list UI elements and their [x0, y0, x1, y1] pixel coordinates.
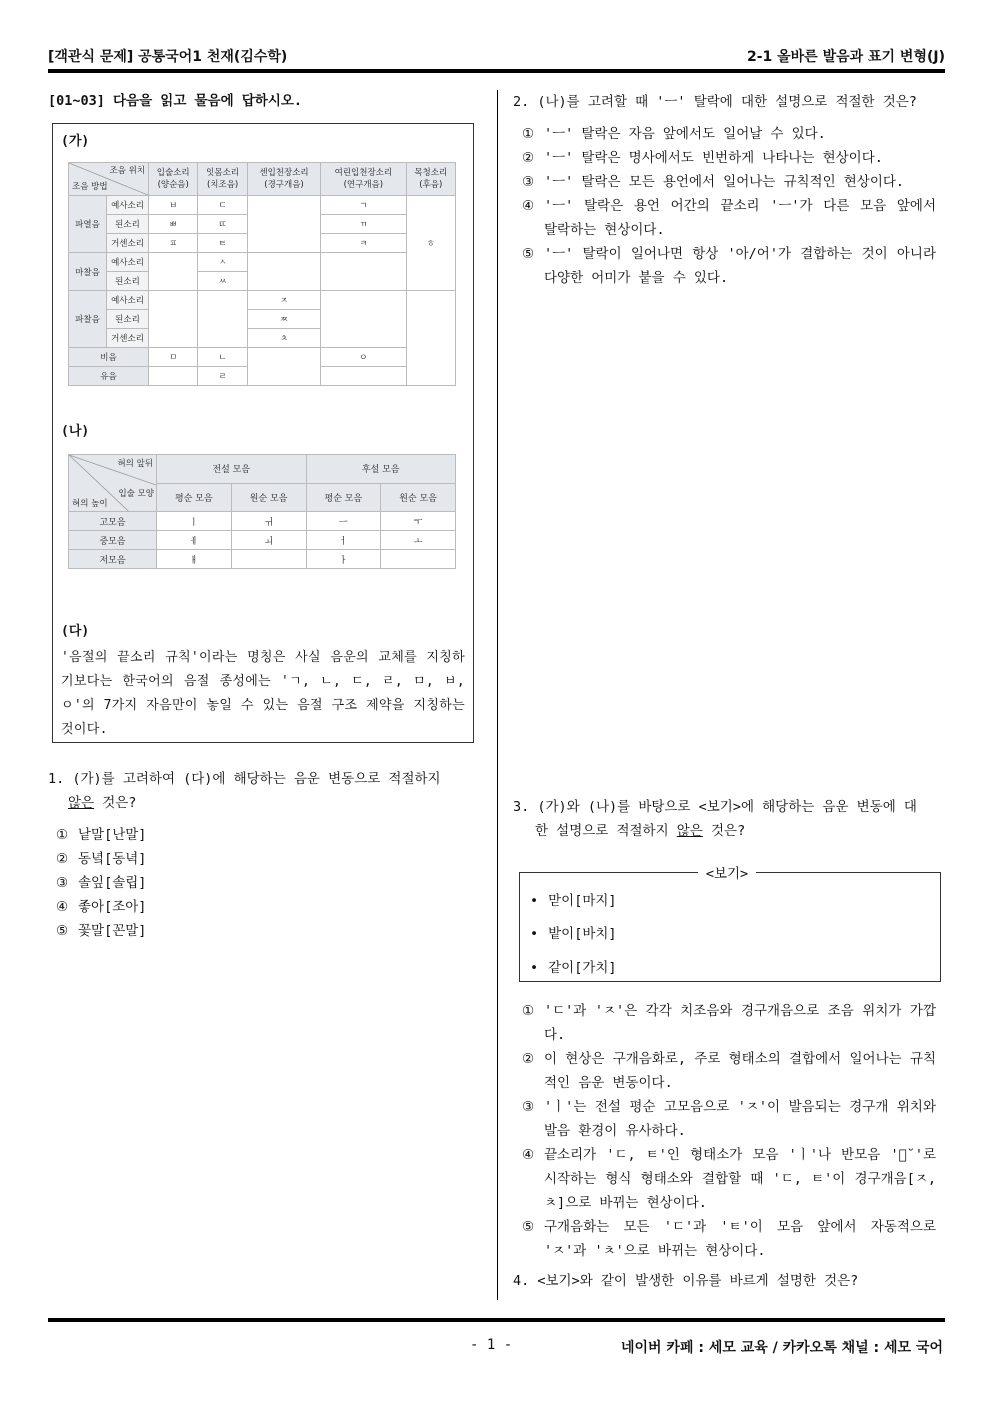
sub-lenis: 예사소리 — [107, 253, 149, 272]
option-number: ⑤ — [522, 1219, 535, 1235]
option-number: ⑤ — [56, 923, 69, 939]
col-front-unrounded: 평순 모음 — [157, 483, 232, 512]
sub-tense: 된소리 — [107, 310, 149, 329]
cell — [149, 367, 198, 386]
option[interactable] — [56, 919, 456, 943]
cell: ㅗ — [381, 531, 456, 550]
cell: ㅐ — [157, 550, 232, 569]
option-text: 동녘[동녁] — [78, 851, 147, 867]
question-3-stem-b — [513, 819, 945, 843]
column-divider — [497, 90, 498, 1300]
question-1-stem-b — [48, 791, 478, 815]
row-high: 고모음 — [69, 512, 157, 531]
cell: ㅜ — [381, 512, 456, 531]
col-palatal: 센입천장소리 (경구개음) — [247, 163, 320, 196]
col-alveolar: 잇몸소리 (치조음) — [198, 163, 247, 196]
cell — [247, 196, 320, 253]
stem-tail: 것은? — [702, 823, 746, 839]
option-number: ⑤ — [522, 246, 535, 262]
bogi-label-text: <보기> — [698, 866, 756, 882]
table-row — [69, 550, 456, 569]
col-front-rounded: 원순 모음 — [231, 483, 306, 512]
header-title-left: [객관식 문제] 공통국어1 천재(김수학) — [48, 49, 288, 65]
bogi-item: • 같이[가치] — [530, 956, 617, 976]
header-rule — [48, 69, 945, 73]
page-number: - 1 - — [470, 1337, 513, 1353]
cell — [247, 253, 320, 291]
option-text: 'ㅡ' 탈락은 명사에서도 빈번하게 나타나는 현상이다. — [544, 150, 883, 166]
sub-lenis: 예사소리 — [107, 291, 149, 310]
cell: ㅡ — [306, 512, 381, 531]
footer-rule — [48, 1318, 945, 1322]
cell: ㅌ — [198, 234, 247, 253]
cell: ㄹ — [198, 367, 247, 386]
col-velar: 여린입천장소리 (연구개음) — [321, 163, 406, 196]
footer-credit: 네이버 카페 : 세모 교육 / 카카오톡 채널 : 세모 국어 — [620, 1340, 943, 1356]
option[interactable] — [56, 823, 456, 847]
question-3 — [513, 795, 945, 843]
option-number: ① — [522, 1003, 535, 1019]
option-number: ① — [56, 827, 69, 843]
bogi-item: • 맏이[마지] — [530, 889, 617, 909]
vowel-table-corner — [69, 455, 157, 512]
bogi-item: • 밭이[바치] — [530, 922, 617, 942]
cell: ㄲ — [321, 215, 406, 234]
option-text: 'ㅡ' 탈락은 자음 앞에서도 일어날 수 있다. — [544, 126, 826, 142]
col-back: 후설 모음 — [306, 455, 456, 484]
bogi-label — [513, 862, 941, 882]
option[interactable] — [56, 895, 456, 919]
cell: ㅇ — [321, 348, 406, 367]
cell: ㄸ — [198, 215, 247, 234]
cell: ㅃ — [149, 215, 198, 234]
cell — [149, 291, 198, 348]
table-row — [69, 196, 456, 215]
sub-tense: 된소리 — [107, 272, 149, 291]
sub-aspirated: 거센소리 — [107, 329, 149, 348]
cell: ㅓ — [306, 531, 381, 550]
underline-text: 않은 — [68, 795, 95, 811]
option-text: 꽃말[꼰말] — [78, 923, 147, 939]
option[interactable] — [522, 242, 936, 290]
table-row — [69, 531, 456, 550]
option-text: 솔잎[솔립] — [78, 875, 147, 891]
cell: ㅔ — [157, 531, 232, 550]
stem-text: 한 설명으로 적절하지 — [535, 823, 677, 839]
sub-lenis: 예사소리 — [107, 196, 149, 215]
row-mid: 중모음 — [69, 531, 157, 550]
cell: ㅆ — [198, 272, 247, 291]
cell — [321, 291, 406, 348]
question-3-stem-a: 3. (가)와 (나)를 바탕으로 <보기>에 해당하는 음운 변동에 대 — [513, 799, 917, 815]
option-number: ② — [522, 1051, 535, 1067]
option-text: 'ㅡ' 탈락이 일어나면 항상 '아/어'가 결합하는 것이 아니라 다양한 어미가 붙을 수 있다. — [544, 246, 936, 286]
table-row — [69, 512, 456, 531]
option[interactable] — [522, 1215, 936, 1263]
option[interactable] — [522, 999, 936, 1047]
header-title-right: 2-1 올바른 발음과 표기 변형(J) — [746, 49, 945, 65]
option[interactable] — [522, 122, 936, 146]
cell: ㄴ — [198, 348, 247, 367]
table-row — [69, 348, 456, 367]
option-number: ③ — [522, 174, 535, 190]
col-bilabial: 입술소리 (양순음) — [149, 163, 198, 196]
option-number: ④ — [56, 899, 69, 915]
cell: ㅈ — [247, 291, 320, 310]
question-3-options — [522, 999, 936, 1263]
cell: ㅍ — [149, 234, 198, 253]
corner-mid-label: 입술 모양 — [118, 489, 154, 499]
cell: ㅉ — [247, 310, 320, 329]
option-text: 'ㅡ' 탈락은 용언 어간의 끝소리 'ㅡ'가 다른 모음 앞에서 탈락하는 현상이다. — [544, 198, 936, 238]
cell: ㄱ — [321, 196, 406, 215]
cell: ㅚ — [231, 531, 306, 550]
option-text: 구개음화는 모든 'ㄷ'과 'ㅌ'이 모음 앞에서 자동적으로 'ㅈ'과 'ㅊ'으로 바뀌는 현상이다. — [544, 1219, 936, 1259]
cell: ㅁ — [149, 348, 198, 367]
row-nasal: 비음 — [69, 348, 149, 367]
corner-top-label: 혀의 앞뒤 — [117, 459, 153, 469]
passage-box — [52, 123, 474, 743]
cell — [198, 291, 247, 348]
row-affricate: 파찰음 — [69, 291, 107, 348]
cell — [247, 348, 320, 386]
cell — [149, 253, 198, 291]
table-row — [69, 291, 456, 310]
sub-tense: 된소리 — [107, 215, 149, 234]
consonant-table — [68, 162, 456, 386]
option-number: ② — [522, 150, 535, 166]
option-text: 좋아[조아] — [78, 899, 147, 915]
corner-top-label: 조음 위치 — [109, 166, 145, 176]
col-back-unrounded: 평순 모음 — [306, 483, 381, 512]
option[interactable] — [522, 1095, 936, 1143]
option[interactable] — [56, 847, 456, 871]
option-number: ③ — [522, 1099, 535, 1115]
question-2 — [513, 90, 945, 114]
option-number: ④ — [522, 198, 535, 214]
corner-bottom-label: 혀의 높이 — [72, 499, 108, 509]
row-liquid: 유음 — [69, 367, 149, 386]
underline-text: 않은 — [676, 823, 703, 839]
question-4-stem: 4. <보기>와 같이 발생한 이유를 바르게 설명한 것은? — [513, 1273, 859, 1289]
cell — [321, 367, 406, 386]
option[interactable] — [522, 146, 936, 170]
cell — [381, 550, 456, 569]
cell — [321, 253, 406, 291]
question-1-stem-a: 1. (가)를 고려하여 (다)에 해당하는 음운 변동으로 적절하지 — [48, 771, 441, 787]
cell: ㅎ — [406, 196, 455, 291]
option[interactable] — [522, 194, 936, 242]
col-glottal: 목청소리 (후음) — [406, 163, 455, 196]
option-text: 이 현상은 구개음화로, 주로 형태소의 결합에서 일어나는 규칙적인 음운 변동이다. — [544, 1051, 936, 1091]
page-header — [48, 44, 945, 68]
option-text: 낱말[난말] — [78, 827, 147, 843]
cell — [406, 291, 455, 386]
question-2-options — [522, 122, 936, 290]
option-text: 끝소리가 'ㄷ, ㅌ'인 형태소가 모음 'ㅣ'나 반모음 'ㅣ̆'로 시작하는 형식 형태소와 결합할 때 'ㄷ, ㅌ'이 경구개음[ㅈ, ㅊ]으로 바뀌는 현상이다. — [544, 1147, 936, 1211]
cell: ㄷ — [198, 196, 247, 215]
col-front: 전설 모음 — [157, 455, 307, 484]
question-4 — [513, 1269, 945, 1293]
corner-bottom-label: 조음 방법 — [72, 182, 108, 192]
option[interactable] — [56, 871, 456, 895]
section-label-na: (나) — [61, 424, 90, 439]
row-low: 저모음 — [69, 550, 157, 569]
option-number: ② — [56, 851, 69, 867]
sub-aspirated: 거센소리 — [107, 234, 149, 253]
col-back-rounded: 원순 모음 — [381, 483, 456, 512]
cell: ㅏ — [306, 550, 381, 569]
cell: ㅟ — [231, 512, 306, 531]
option-number: ③ — [56, 875, 69, 891]
row-plosive: 파열음 — [69, 196, 107, 253]
cell: ㅋ — [321, 234, 406, 253]
option[interactable] — [522, 1143, 936, 1215]
passage-da-text: '음절의 끝소리 규칙'이라는 명칭은 사실 음운의 교체를 지칭하기보다는 한국어의 음절 종성에는 'ㄱ, ㄴ, ㄷ, ㄹ, ㅁ, ㅂ, ㅇ'의 7가지 자음만이 놓일 수 있는 음절 구조 제약을 지칭하는 것이다. — [61, 650, 465, 737]
section-label-ga: (가) — [61, 134, 90, 149]
cell: ㅣ — [157, 512, 232, 531]
cell: ㅂ — [149, 196, 198, 215]
option-text: 'ㄷ'과 'ㅈ'은 각각 치조음와 경구개음으로 조음 위치가 가깝다. — [544, 1003, 936, 1043]
option-text: 'ㅡ' 탈락은 모든 용언에서 일어나는 규칙적인 현상이다. — [544, 174, 905, 190]
bogi-box — [519, 872, 941, 982]
stem-tail: 것은? — [94, 795, 137, 811]
question-1-options — [56, 823, 456, 943]
vowel-table — [68, 454, 456, 569]
option-number: ① — [522, 126, 535, 142]
option-text: 'ㅣ'는 전설 평순 고모음으로 'ㅈ'이 발음되는 경구개 위치와 발음 환경이 유사하다. — [544, 1099, 936, 1139]
option[interactable] — [522, 1047, 936, 1095]
section-label-da: (다) — [61, 624, 90, 639]
question-1 — [48, 767, 478, 815]
option-number: ④ — [522, 1147, 535, 1163]
row-fricative: 마찰음 — [69, 253, 107, 291]
question-2-stem: 2. (나)를 고려할 때 'ㅡ' 탈락에 대한 설명으로 적절한 것은? — [513, 94, 917, 110]
cell: ㅅ — [198, 253, 247, 272]
cell: ㅊ — [247, 329, 320, 348]
table-row — [69, 253, 456, 272]
instruction: [01~03] 다음을 읽고 물음에 답하시오. — [48, 93, 303, 109]
option[interactable] — [522, 170, 936, 194]
consonant-table-corner — [69, 163, 149, 196]
cell — [231, 550, 306, 569]
